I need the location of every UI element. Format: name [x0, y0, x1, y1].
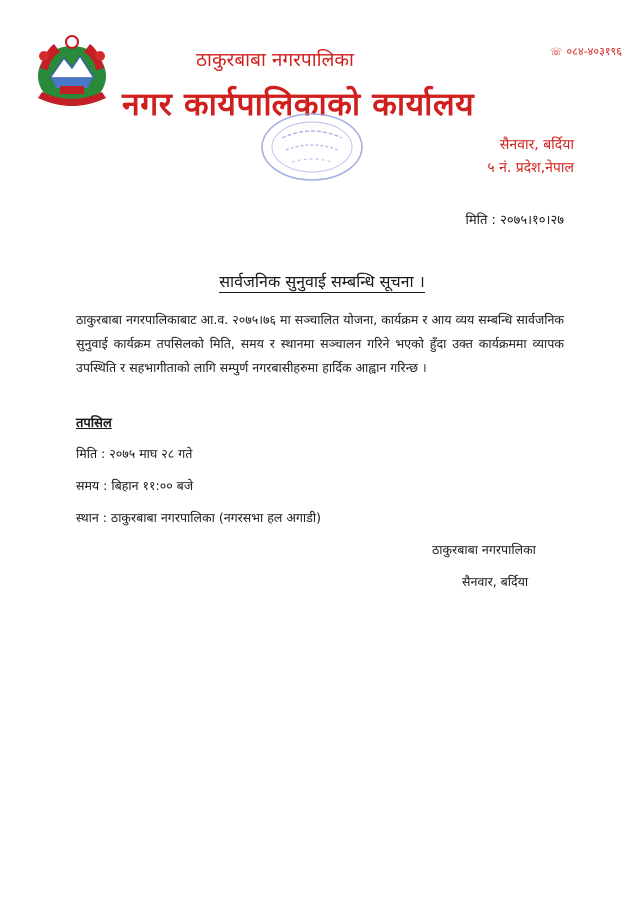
- phone-number: ☏ ०८४-४०३१९६: [550, 45, 622, 58]
- province-line: ५ नं. प्रदेश,नेपाल: [487, 160, 574, 176]
- schedule-title: तपसिल: [76, 416, 112, 431]
- signature-org: ठाकुरबाबा नगरपालिका: [432, 542, 536, 557]
- schedule-date: मिति : २०७५ माघ २८ गते: [76, 446, 193, 461]
- government-emblem-logo: [30, 34, 114, 112]
- office-title: नगर कार्यपालिकाको कार्यालय: [122, 85, 475, 123]
- phone-icon: ☏: [550, 47, 563, 58]
- schedule-venue: स्थान : ठाकुरबाबा नगरपालिका (नगरसभा हल अगाडी): [76, 510, 321, 525]
- official-stamp: [258, 110, 366, 184]
- office-address: सैनवार, बर्दिया: [499, 137, 574, 153]
- notice-body: ठाकुरबाबा नगरपालिकाबाट आ.व. २०७५।७६ मा सञ्चालित योजना, कार्यक्रम र आय व्यय सम्बन्धि सार्वजनिक सुनुवाई कार्यक्रम तपसिलको मिति, समय र स्थानमा सञ्चालन गरिने भएको हुँदा उक्त कार्यक्रममा व्यापक उपस्थिति र सहभागीताको लागि सम्पुर्ण नगरबासीहरुमा हार्दिक आह्वान गरिन्छ ।: [76, 312, 564, 375]
- notice-heading: [0, 270, 644, 292]
- notice-date: मिति : २०७५।१०।२७: [465, 213, 564, 228]
- schedule-time: समय : बिहान ११:०० बजे: [76, 478, 194, 493]
- municipality-name: ठाकुरबाबा नगरपालिका: [196, 49, 354, 71]
- notice-heading-text: सार्वजनिक सुनुवाई सम्बन्धि सूचना ।: [219, 272, 425, 291]
- signature-place: सैनवार, बर्दिया: [462, 574, 529, 589]
